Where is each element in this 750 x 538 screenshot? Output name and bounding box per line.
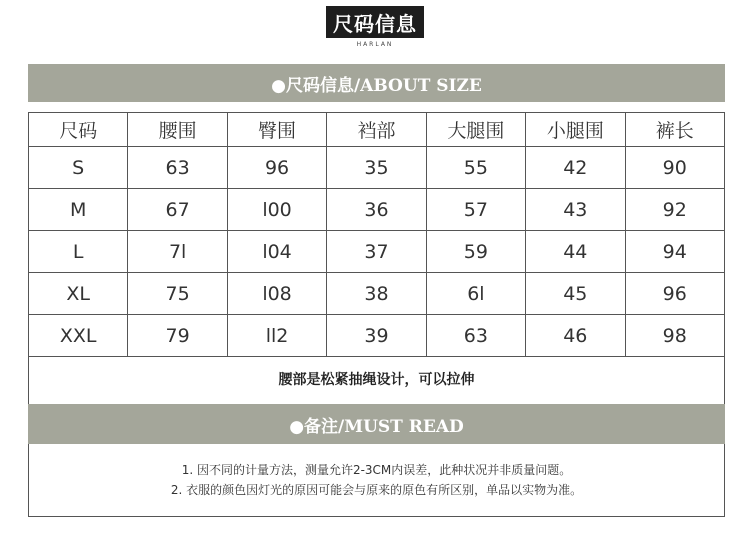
table-cell: ll2: [227, 315, 326, 357]
table-cell: 35: [327, 147, 426, 189]
table-cell: l08: [227, 273, 326, 315]
table-row: [29, 147, 725, 189]
size-table: [28, 112, 725, 357]
brand-name: HARLAN: [356, 41, 394, 48]
table-cell: 55: [426, 147, 525, 189]
table-cell: 67: [128, 189, 227, 231]
table-cell: l04: [227, 231, 326, 273]
table-cell: 96: [625, 273, 724, 315]
column-header: 尺码: [29, 113, 128, 147]
table-cell: 63: [128, 147, 227, 189]
table-cell: 46: [526, 315, 625, 357]
remark-line: 1. 因不同的计量方法，测量允许2-3CM内误差，此种状况并非质量问题。: [181, 463, 572, 477]
table-cell: 43: [526, 189, 625, 231]
waist-note: 腰部是松紧抽绳设计，可以拉伸: [28, 354, 725, 404]
must-read-banner: ●备注/MUST READ: [28, 404, 725, 444]
table-cell: 36: [327, 189, 426, 231]
table-cell: 57: [426, 189, 525, 231]
table-cell: 94: [625, 231, 724, 273]
column-header: 大腿围: [426, 113, 525, 147]
table-cell: 39: [327, 315, 426, 357]
table-cell: 38: [327, 273, 426, 315]
table-cell: 75: [128, 273, 227, 315]
table-cell: 79: [128, 315, 227, 357]
table-cell: 98: [625, 315, 724, 357]
table-row: [29, 189, 725, 231]
table-row: [29, 315, 725, 357]
table-cell: 59: [426, 231, 525, 273]
table-header-row: [29, 113, 725, 147]
size-info-banner: ●尺码信息/ABOUT SIZE: [28, 64, 725, 102]
table-cell: 7l: [128, 231, 227, 273]
table-cell: XXL: [29, 315, 128, 357]
table-cell: 45: [526, 273, 625, 315]
column-header: 裆部: [327, 113, 426, 147]
table-cell: 37: [327, 231, 426, 273]
table-row: [29, 231, 725, 273]
table-cell: XL: [29, 273, 128, 315]
table-row: [29, 273, 725, 315]
table-cell: 96: [227, 147, 326, 189]
table-cell: 92: [625, 189, 724, 231]
table-cell: L: [29, 231, 128, 273]
table-cell: l00: [227, 189, 326, 231]
column-header: 小腿围: [526, 113, 625, 147]
table-cell: S: [29, 147, 128, 189]
table-cell: 90: [625, 147, 724, 189]
remarks-box: [28, 444, 725, 517]
column-header: 臀围: [227, 113, 326, 147]
remark-line: 2. 衣服的颜色因灯光的原因可能会与原来的原色有所区别，单品以实物为准。: [170, 483, 583, 497]
table-cell: 63: [426, 315, 525, 357]
column-header: 腰围: [128, 113, 227, 147]
page-title: 尺码信息: [326, 6, 424, 38]
table-cell: 6l: [426, 273, 525, 315]
table-cell: M: [29, 189, 128, 231]
table-cell: 42: [526, 147, 625, 189]
table-cell: 44: [526, 231, 625, 273]
column-header: 裤长: [625, 113, 724, 147]
